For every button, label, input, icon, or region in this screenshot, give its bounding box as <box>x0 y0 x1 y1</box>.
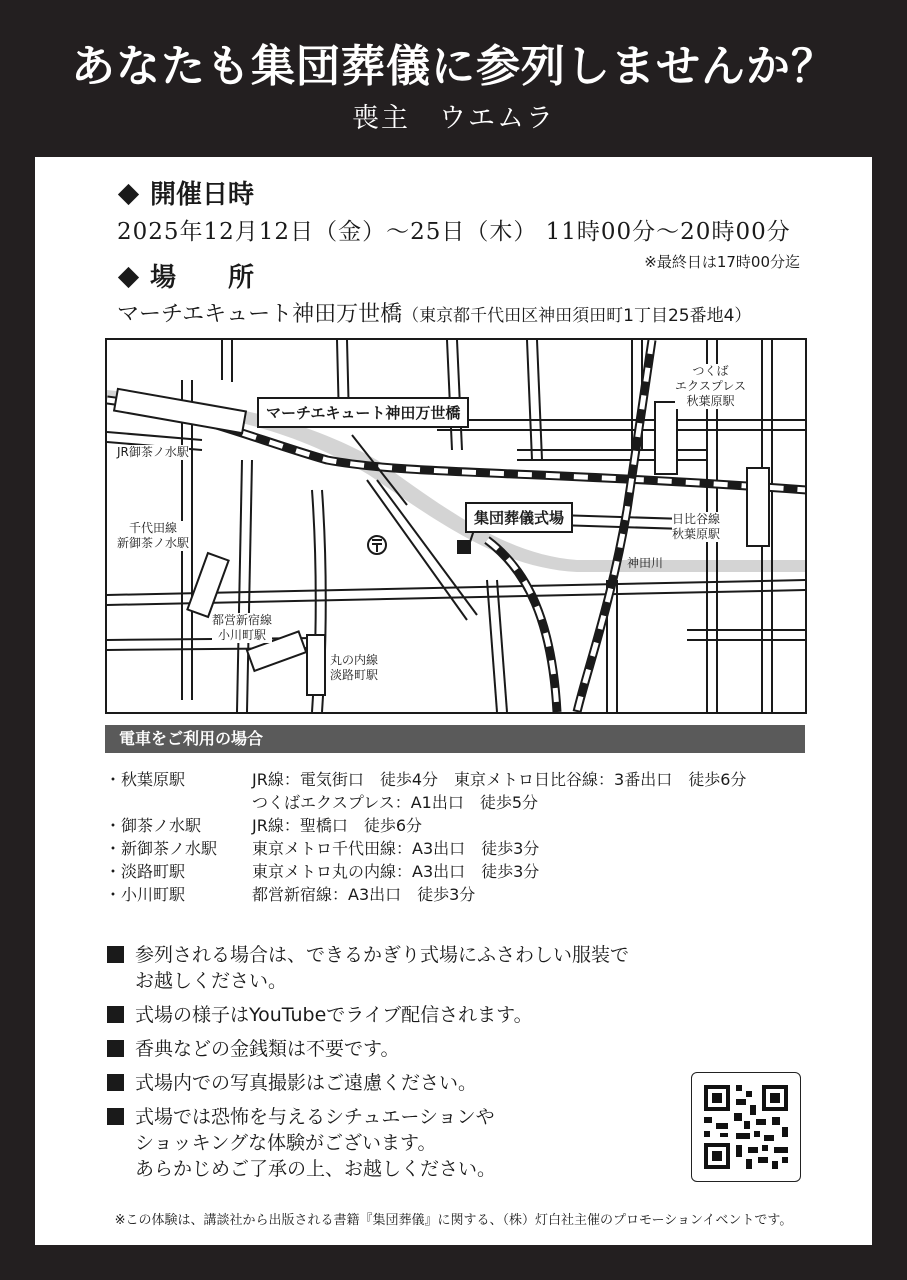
label-tsukuba-akihabara: つくば エクスプレス 秋葉原駅 <box>675 364 747 408</box>
square-bullet-icon <box>107 1006 124 1023</box>
label-shin-ochanomizu: 千代田線 新御茶ノ水駅 <box>117 521 190 550</box>
label-hibiya-akihabara: 日比谷線 秋葉原駅 <box>672 512 721 541</box>
square-bullet-icon <box>107 946 124 963</box>
label-kanda-river: 神田川 <box>627 556 664 570</box>
label-jr-ochanomizu: JR御茶ノ水駅 <box>117 445 189 459</box>
venue-heading <box>115 257 254 294</box>
notice-text: お越しください。 <box>135 970 288 992</box>
notice-text: 式場の様子はYouTubeでライブ配信されます。 <box>135 1004 533 1026</box>
notice-text: 参列される場合は、できるかぎり式場にふさわしい服装で <box>135 944 630 966</box>
callout-hall: 集団葬儀式場 <box>465 502 573 533</box>
access-route: 東京メトロ丸の内線：A3出口 徒歩3分 <box>252 862 540 881</box>
access-route: 都営新宿線：A3出口 徒歩3分 <box>252 885 476 904</box>
square-bullet-icon <box>107 1074 124 1091</box>
notice-item <box>105 942 629 994</box>
venue-address: （東京都千代田区神田須田町1丁目25番地4） <box>402 306 752 326</box>
notice-item <box>105 1002 629 1028</box>
label-awajicho: 丸の内線 淡路町駅 <box>330 653 379 682</box>
schedule-note: ※最終日は17時00分迄 <box>644 253 800 271</box>
diamond-icon <box>118 266 139 287</box>
notice-text: 式場内での写真撮影はご遠慮ください。 <box>135 1072 478 1094</box>
access-station: ・御茶ノ水駅 <box>105 816 202 835</box>
venue-heading-label: 場 所 <box>150 263 255 293</box>
venue-name: マーチエキュート神田万世橋 <box>117 302 403 327</box>
notice-text: 式場では恐怖を与えるシチュエーションや <box>135 1106 495 1128</box>
access-station: ・淡路町駅 <box>105 862 186 881</box>
qr-code-icon[interactable] <box>691 1072 801 1182</box>
access-station: ・小川町駅 <box>105 885 186 904</box>
hall-marker <box>457 540 471 554</box>
callout-venue: マーチエキュート神田万世橋 <box>257 397 469 428</box>
schedule-date: 2025年12月12日（金）～25日（木） 11時00分～20時00分 <box>117 219 791 245</box>
label-ogawamachi: 都営新宿線 小川町駅 <box>212 613 273 642</box>
access-route: JR線：電気街口 徒歩4分 東京メトロ日比谷線：3番出口 徒歩6分 <box>252 770 747 789</box>
access-heading: 電車をご利用の場合 <box>105 725 805 753</box>
footer-note: ※この体験は、講談社から出版される書籍『集団葬儀』に関する、（株）灯白社主催のプロモーションイベントです。 <box>114 1213 793 1228</box>
square-bullet-icon <box>107 1040 124 1057</box>
notice-text: ショッキングな体験がございます。 <box>135 1132 437 1154</box>
square-bullet-icon <box>107 1108 124 1125</box>
access-station: ・秋葉原駅 <box>105 770 186 789</box>
access-station: ・新御茶ノ水駅 <box>105 839 218 858</box>
access-route: つくばエクスプレス：A1出口 徒歩5分 <box>252 793 539 812</box>
schedule-heading-label: 開催日時 <box>150 180 255 210</box>
flyer-panel <box>35 157 872 1245</box>
notice-item <box>105 1070 629 1096</box>
diamond-icon <box>118 183 139 204</box>
notice-item <box>105 1036 629 1062</box>
header-subtitle: 喪主 ウエムラ <box>352 103 555 134</box>
schedule-heading <box>115 174 254 211</box>
notice-item <box>105 1104 629 1182</box>
notice-text: 香典などの金銭類は不要です。 <box>135 1038 400 1060</box>
header-title: あなたも集団葬儀に参列しませんか？ <box>71 41 836 92</box>
access-route: 東京メトロ千代田線：A3出口 徒歩3分 <box>252 839 540 858</box>
access-map <box>105 338 807 714</box>
access-route: JR線：聖橋口 徒歩6分 <box>252 816 423 835</box>
notice-list <box>105 942 629 1190</box>
venue-line <box>117 297 751 328</box>
notice-text: あらかじめご了承の上、お越しください。 <box>135 1158 497 1180</box>
